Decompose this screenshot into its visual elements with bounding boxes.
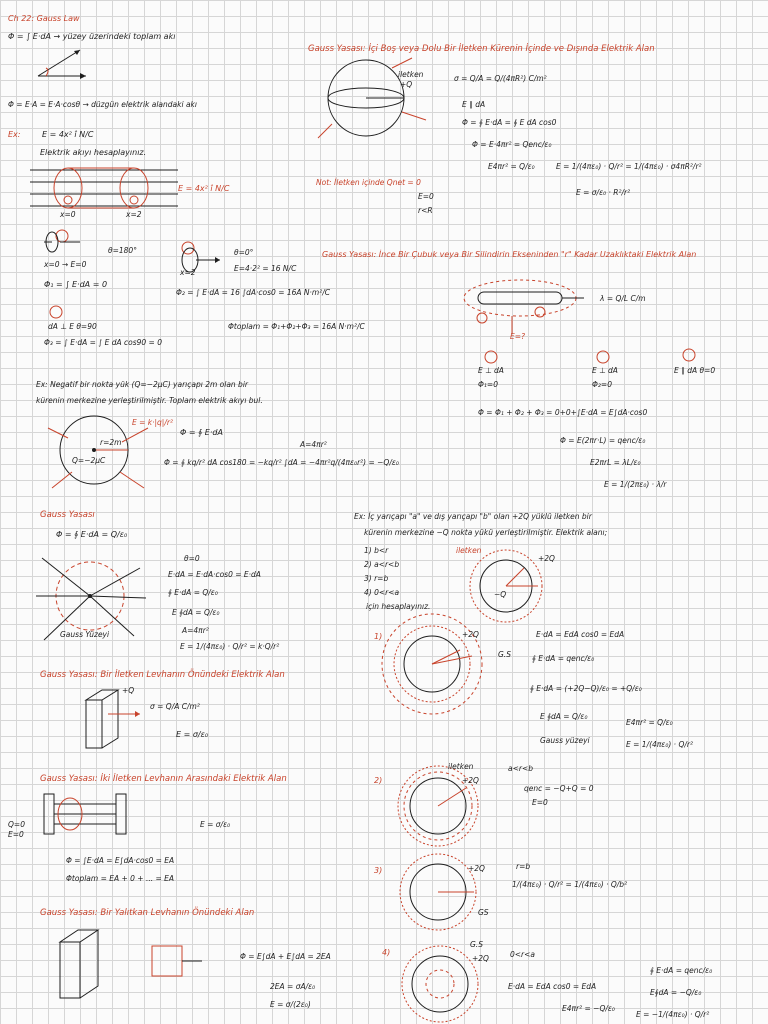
rod-E: E=?	[510, 332, 526, 341]
shell-qneg: −Q	[494, 590, 507, 599]
rod-circle-2	[596, 350, 610, 364]
case-3: 3) r=b	[364, 574, 389, 583]
two-E: E = σ/ε₀	[200, 820, 231, 829]
cylinder-diagram	[30, 160, 180, 216]
flux-dot-product: Φ = E·A = E·A·cosθ → düzgün elektrik alandaki akı	[8, 100, 197, 109]
gauss-surface-label: Gauss Yüzeyi	[60, 630, 110, 639]
s2-E: E=4·2² = 16 N/C	[234, 264, 297, 273]
total-flux: Φtoplam = Φ₁+Φ₂+Φ₃ = 16A N·m²/C	[228, 322, 365, 331]
rod-step-3: E = 1/(2πε₀) · λ/r	[604, 480, 667, 489]
case1-gs-label: Gauss yüzeyi	[540, 736, 590, 745]
case-2: 2) a<r<b	[364, 560, 400, 569]
case4-step-1: E·dA = EdA cos0 = EdA	[508, 982, 597, 991]
ex2-text-1: Ex: Negatif bir nokta yük (Q=−2μC) yarıçapı 2m olan bir	[36, 380, 248, 389]
case3-E: 1/(4πε₀) · Q/r² = 1/(4πε₀) · Q/b²	[512, 880, 628, 889]
insulator-E: E = σ/(2ε₀)	[270, 1000, 311, 1009]
case1-step-4: E ∮dA = Q/ε₀	[540, 712, 588, 721]
case1-step-6: E = 1/(4πε₀) · Q/r²	[626, 740, 693, 749]
insulator-flux: Φ = E∫dA + E∫dA = 2EA	[240, 952, 331, 961]
s1-flux: Φ₁ = ∫ E·dA = 0	[44, 280, 108, 289]
two-q0: Q=0	[8, 820, 25, 829]
gauss-step-2: ∮ E·dA = Q/ε₀	[168, 588, 218, 597]
two-total: Φtoplam = EA + 0 + ... = EA	[66, 874, 175, 883]
gauss-step-1: E·dA = E·dA·cos0 = E·dA	[168, 570, 261, 579]
case3-q2: +2Q	[468, 864, 485, 873]
chapter-title: Ch 22: Gauss Law	[8, 14, 80, 23]
case1-step-2: ∮ E·dA = qenc/ε₀	[532, 654, 595, 663]
two-E0: E=0	[8, 830, 24, 839]
gauss-theta: θ=0	[184, 554, 200, 563]
insulator-sheet	[56, 922, 206, 1002]
shell-label: iletken	[456, 546, 482, 555]
rod-case-1: E ⊥ dA	[478, 366, 504, 375]
shell-case-1	[380, 610, 490, 720]
case2-q: qenc = −Q+Q = 0	[524, 784, 594, 793]
gauss-law: Φ = ∮ E·dA = Q/ε₀	[56, 530, 128, 539]
ex1-field-label: E = 4x² î N/C	[178, 184, 230, 193]
case1-q2: +2Q	[462, 630, 479, 639]
gauss-step-5: E = 1/(4πε₀) · Q/r² = k·Q/r²	[180, 642, 280, 651]
rod-case-3: E ∥ dA θ=0	[674, 366, 716, 375]
rod-lambda: λ = Q/L C/m	[600, 294, 646, 303]
sheet-sigma: σ = Q/A C/m²	[150, 702, 200, 711]
ex1-label: Ex:	[8, 130, 21, 139]
s2-x: x=2	[180, 268, 196, 277]
two-flux: Φ = ∫E·dA = E∫dA·cos0 = EA	[66, 856, 175, 865]
rod-circle-1	[484, 350, 498, 364]
ex1-field: E = 4x² î N/C	[42, 130, 94, 139]
rod-case-2b: Φ₂=0	[592, 380, 612, 389]
s2-flux: Φ₂ = ∫ E·dA = 16 ∫dA·cos0 = 16A N·m²/C	[176, 288, 331, 297]
case2-E: E=0	[532, 798, 548, 807]
sphere-sigma: σ = Q/A = Q/(4πR²) C/m²	[454, 74, 547, 83]
surface3-sketch	[48, 304, 64, 320]
insulator-title: Gauss Yasası: Bir Yalıtkan Levhanın Önündeki Alan	[40, 908, 255, 918]
case1-step-5: E4πr² = Q/ε₀	[626, 718, 673, 727]
ex2-q: Q=−2μC	[72, 456, 106, 465]
s1-result: x=0 → E=0	[44, 260, 87, 269]
rod-step-2: E2πrL = λL/ε₀	[590, 458, 641, 467]
shell-case-3	[394, 848, 484, 938]
case1-number: 1)	[374, 632, 383, 641]
case2-number: 2)	[374, 776, 383, 785]
gauss-step-3: E ∮dA = Q/ε₀	[172, 608, 220, 617]
s3-flux: Φ₃ = ∫ E·dA = ∫ E dA cos90 = 0	[44, 338, 162, 347]
sphere-parallel: E ∥ dA	[462, 100, 486, 109]
shell-title-2: kürenin merkezine −Q nokta yükü yerleştirilmiştir. Elektrik alanı;	[364, 528, 608, 537]
gauss-law-title: Gauss Yasası	[40, 510, 95, 520]
sphere-E0: E=0	[418, 192, 434, 201]
two-sheets-diagram	[30, 790, 150, 840]
ex2-r: r=2m	[100, 438, 122, 447]
sphere-step-4: E = 1/(4πε₀) · Q/r² = 1/(4πε₀) · σ4πR²/r²	[556, 162, 702, 171]
case2-label: iletken	[448, 762, 474, 771]
sphere-title: Gauss Yasası: İçi Boş veya Dolu Bir İletken Kürenin İçinde ve Dışında Elektrik Alan	[308, 44, 655, 54]
case4-number: 4)	[382, 948, 391, 957]
case3-number: 3)	[374, 866, 383, 875]
sphere-step-3: E4πr² = Q/ε₀	[488, 162, 535, 171]
sheet-E: E = σ/ε₀	[176, 730, 209, 739]
rod-case-2: E ⊥ dA	[592, 366, 618, 375]
case2-range: a<r<b	[508, 764, 534, 773]
ex2-E: E = k·|q|/r²	[132, 418, 173, 427]
sphere-step-2: Φ = E·4πr² = Qenc/ε₀	[472, 140, 552, 149]
case4-step-2: ∮ E·dA = qenc/ε₀	[650, 966, 713, 975]
case1-gs: G.S	[498, 650, 511, 659]
two-sheets-title: Gauss Yasası: İki İletken Levhanın Arasındaki Elektrik Alan	[40, 774, 287, 784]
sheet-title: Gauss Yasası: Bir İletken Levhanın Önündeki Elektrik Alan	[40, 670, 285, 680]
case2-q2: +2Q	[462, 776, 479, 785]
sphere-step-5: E = σ/ε₀ · R²/r²	[576, 188, 631, 197]
insulator-eq: 2EA = σA/ε₀	[270, 982, 316, 991]
charged-rod	[456, 262, 596, 342]
s1-theta: θ=180°	[108, 246, 137, 255]
rod-case-1b: Φ₁=0	[478, 380, 498, 389]
case1-step-3: ∮ E·dA = (+2Q−Q)/ε₀ = +Q/ε₀	[530, 684, 642, 693]
case4-step-5: E = −1/(4πε₀) · Q/r²	[636, 1010, 710, 1019]
case4-q2: +2Q	[472, 954, 489, 963]
case4-gs: G.S	[470, 940, 483, 949]
s2-theta: θ=0°	[234, 248, 254, 257]
gauss-step-4: A=4πr²	[182, 626, 209, 635]
case4-step-4: E4πr² = −Q/ε₀	[562, 1004, 615, 1013]
sphere-rR: r<R	[418, 206, 433, 215]
ex1-question: Elektrik akıyı hesaplayınız.	[40, 148, 147, 157]
sphere-q: +Q	[400, 80, 413, 89]
ex1-x0: x=0	[60, 210, 76, 219]
sphere-step-1: Φ = ∮ E·dA = ∮ E dA cos0	[462, 118, 557, 127]
ex2-calc: Φ = ∮ kq/r² dA cos180 = −kq/r² ∫dA = −4πr²q/(4πε₀r²) = −Q/ε₀	[164, 458, 399, 467]
rod-step-1: Φ = E(2πr·L) = qenc/ε₀	[560, 436, 646, 445]
case3-r: r=b	[516, 862, 531, 871]
case-1: 1) b<r	[364, 546, 389, 555]
shell-title-1: Ex: İç yarıçapı "a" ve dış yarıçapı "b" olan +2Q yüklü iletken bir	[354, 512, 592, 521]
ex2-area: A=4πr²	[300, 440, 327, 449]
case-tail: için hesaplayınız.	[366, 602, 431, 611]
case3-gs: GS	[478, 908, 489, 917]
rod-sum: Φ = Φ₁ + Φ₂ + Φ₃ = 0+0+∫E·dA = E∫dA·cos0	[478, 408, 648, 417]
rod-circle-3	[682, 348, 696, 362]
ex2-flux: Φ = ∮ E·dA	[180, 428, 223, 437]
rod-title: Gauss Yasası: İnce Bir Çubuk veya Bir Silindirin Ekseninden "r" Kadar Uzaklıktaki Elektrik Alan	[322, 250, 697, 259]
surface1-sketch	[40, 228, 90, 256]
case1-step-1: E·dA = EdA cos0 = EdA	[536, 630, 625, 639]
conducting-sphere	[312, 54, 432, 144]
s3-perp: dA ⊥ E θ=90	[48, 322, 97, 331]
sphere-note: Not: İletken içinde Qnet = 0	[316, 178, 421, 187]
vector-sketch	[34, 46, 124, 82]
case4-step-3: E∮dA = −Q/ε₀	[650, 988, 702, 997]
shell-q2: +2Q	[538, 554, 555, 563]
case-4: 4) 0<r<a	[364, 588, 400, 597]
ex1-x2: x=2	[126, 210, 142, 219]
ex2-text-2: kürenin merkezine yerleştirilmiştir. Toplam elektrik akıyı bul.	[36, 396, 263, 405]
flux-definition: Φ = ∫ E·dA → yüzey üzerindeki toplam akı	[8, 32, 176, 41]
sphere-label: iletken	[398, 70, 424, 79]
sheet-q: +Q	[122, 686, 135, 695]
case4-range: 0<r<a	[510, 950, 536, 959]
